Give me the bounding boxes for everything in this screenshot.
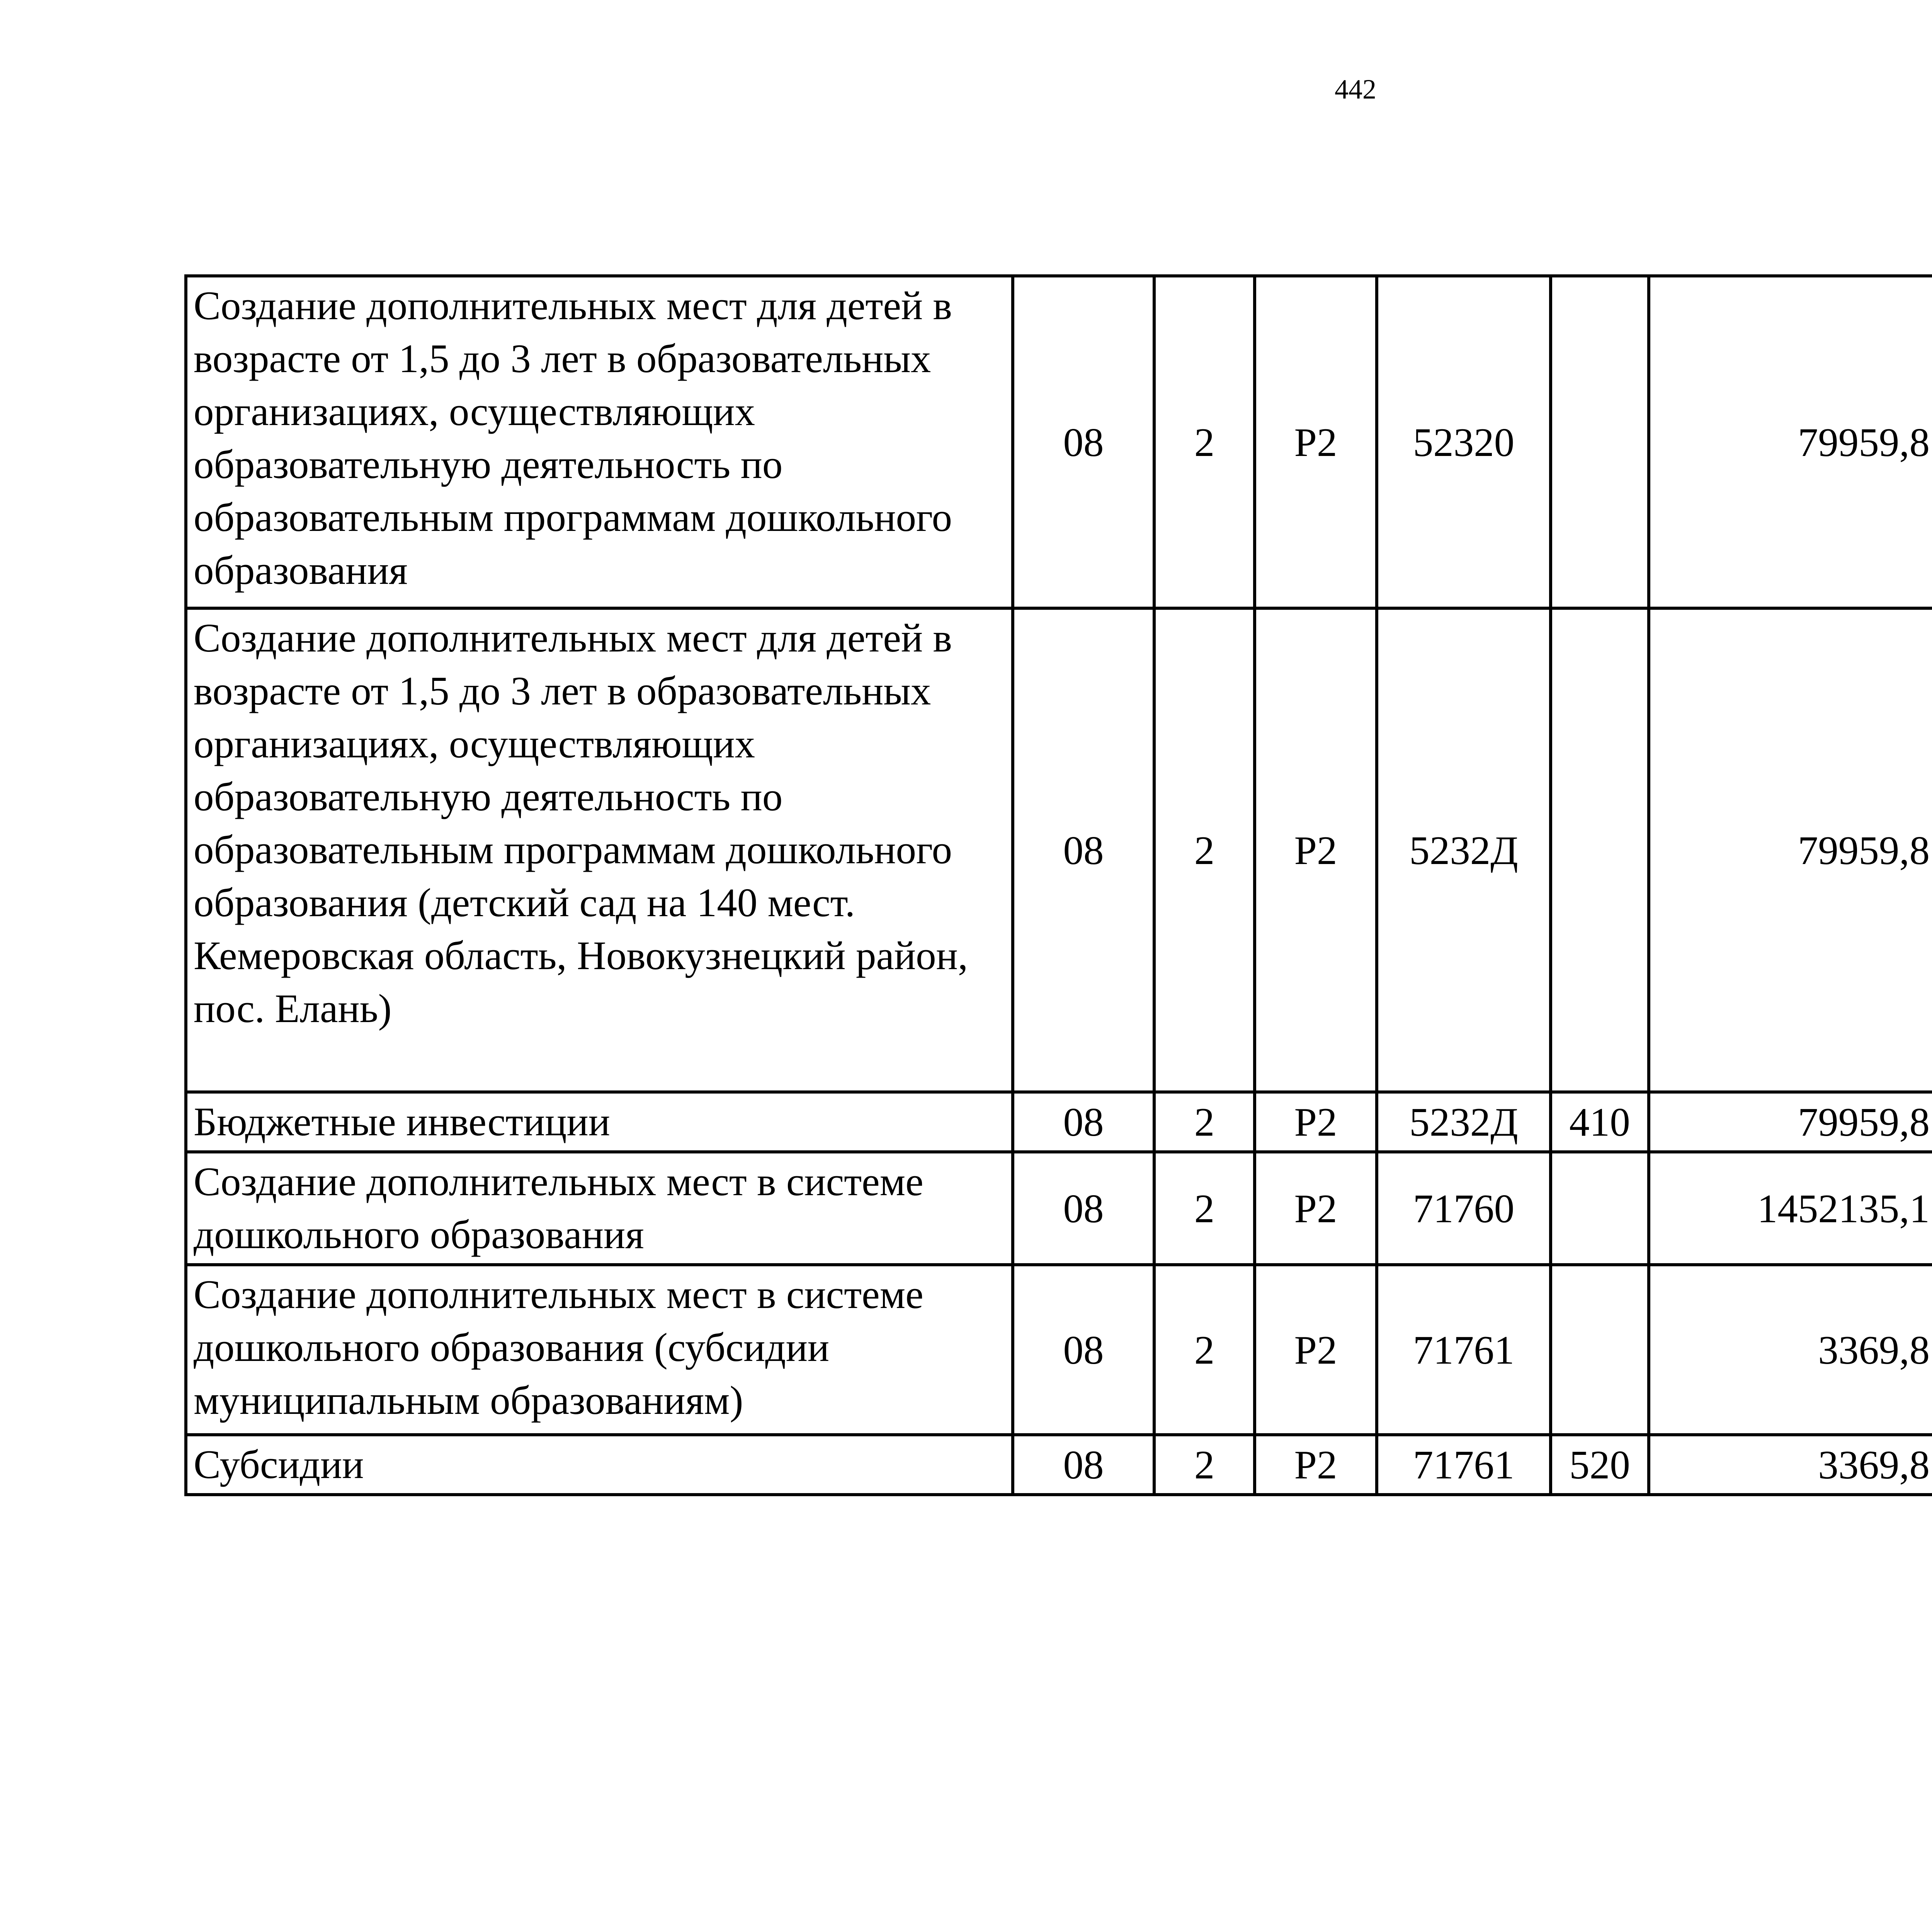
program-code-cell: Р2 (1255, 276, 1377, 608)
program-code-cell: Р2 (1255, 1092, 1377, 1152)
direction-code-cell: 5232Д (1377, 1092, 1551, 1152)
section-code-cell: 08 (1013, 1265, 1154, 1435)
section-code-cell: 08 (1013, 276, 1154, 608)
program-code-cell: Р2 (1255, 1435, 1377, 1495)
table-row (186, 1435, 1932, 1495)
subsection-code-cell: 2 (1154, 608, 1255, 1092)
section-code-cell: 08 (1013, 1152, 1154, 1265)
section-code-cell: 08 (1013, 1435, 1154, 1495)
expense-type-cell (1551, 1265, 1649, 1435)
amount-1-cell: 79959,8 (1649, 1092, 1932, 1152)
subsection-code-cell: 2 (1154, 1265, 1255, 1435)
direction-code-cell: 52320 (1377, 276, 1551, 608)
row-name-cell: Бюджетные инвестиции (186, 1092, 1013, 1152)
subsection-code-cell: 2 (1154, 1092, 1255, 1152)
direction-code-cell: 71761 (1377, 1435, 1551, 1495)
table-row (186, 608, 1932, 1092)
expense-type-cell (1551, 608, 1649, 1092)
row-name-cell: Создание дополнительных мест для детей в возрасте от 1,5 до 3 лет в образовательных организациях, осуществляющих образовательную деятельность по образовательным программам дошкольного образования (детский сад на 140 мест. Кемеровская область, Новокузнецкий район, пос. Елань) (186, 608, 1013, 1092)
direction-code-cell: 5232Д (1377, 608, 1551, 1092)
expense-type-cell: 410 (1551, 1092, 1649, 1152)
amount-1-cell: 79959,8 (1649, 608, 1932, 1092)
subsection-code-cell: 2 (1154, 1152, 1255, 1265)
program-code-cell: Р2 (1255, 608, 1377, 1092)
program-code-cell: Р2 (1255, 1265, 1377, 1435)
direction-code-cell: 71760 (1377, 1152, 1551, 1265)
table-row (186, 1152, 1932, 1265)
row-name-cell: Создание дополнительных мест для детей в возрасте от 1,5 до 3 лет в образовательных организациях, осуществляющих образовательную деятельность по образовательным программам дошкольного образования (186, 276, 1013, 608)
page-number: 442 (1335, 74, 1376, 105)
table-row (186, 1265, 1932, 1435)
section-code-cell: 08 (1013, 608, 1154, 1092)
amount-1-cell: 3369,8 (1649, 1265, 1932, 1435)
program-code-cell: Р2 (1255, 1152, 1377, 1265)
subsection-code-cell: 2 (1154, 1435, 1255, 1495)
row-name-cell: Создание дополнительных мест в системе дошкольного образования (субсидии муниципальным образованиям) (186, 1265, 1013, 1435)
amount-1-cell: 3369,8 (1649, 1435, 1932, 1495)
section-code-cell: 08 (1013, 1092, 1154, 1152)
subsection-code-cell: 2 (1154, 276, 1255, 608)
expense-type-cell (1551, 276, 1649, 608)
direction-code-cell: 71761 (1377, 1265, 1551, 1435)
table-row (186, 276, 1932, 608)
amount-1-cell: 1452135,1 (1649, 1152, 1932, 1265)
expense-type-cell (1551, 1152, 1649, 1265)
amount-1-cell: 79959,8 (1649, 276, 1932, 608)
table-row (186, 1092, 1932, 1152)
expense-type-cell: 520 (1551, 1435, 1649, 1495)
row-name-cell: Субсидии (186, 1435, 1013, 1495)
row-name-cell: Создание дополнительных мест в системе дошкольного образования (186, 1152, 1013, 1265)
budget-table (184, 274, 1932, 1496)
